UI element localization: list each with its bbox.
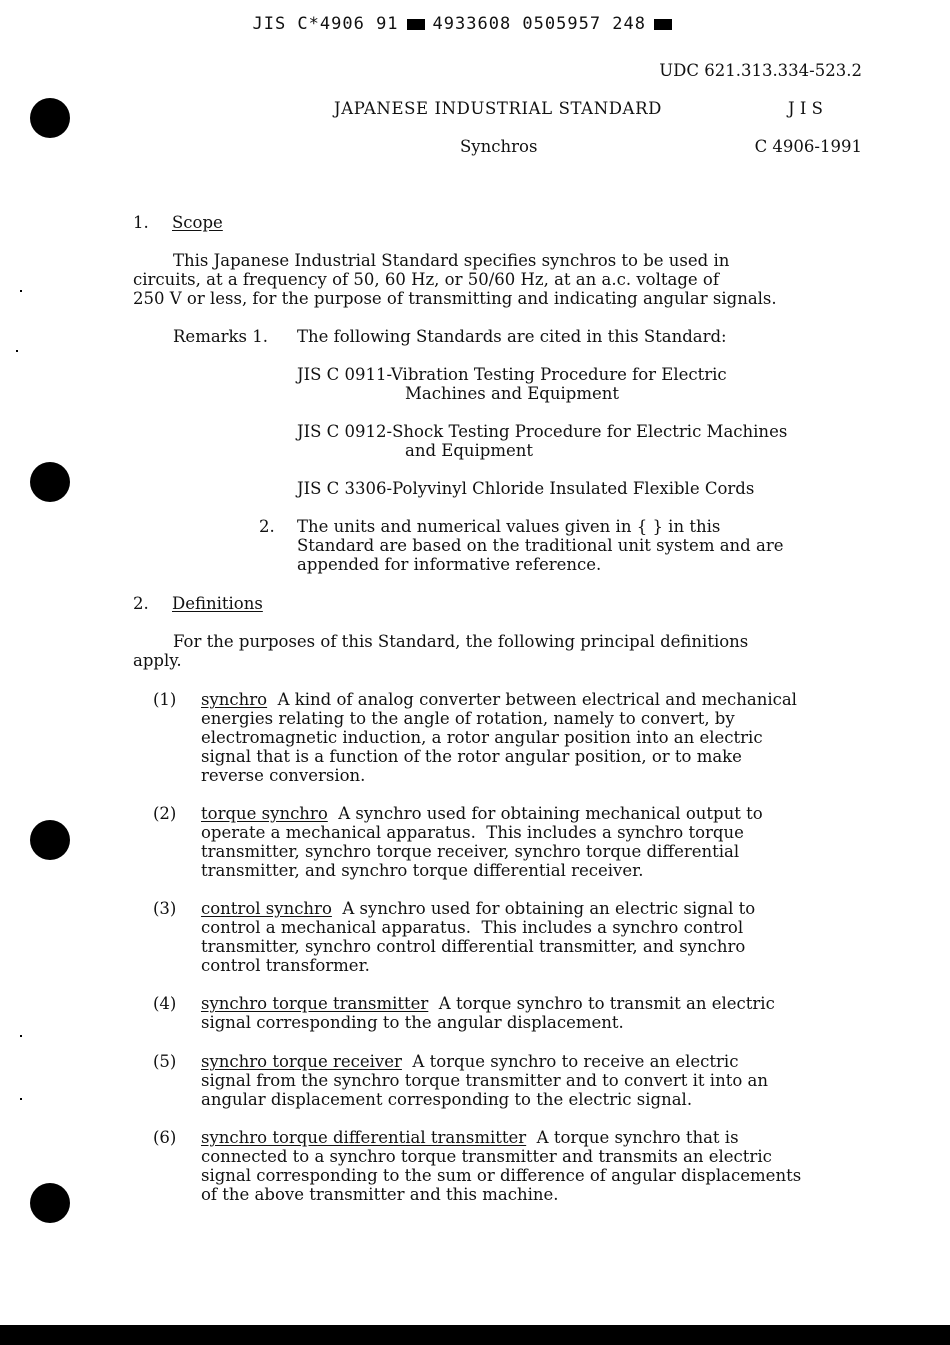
subject-title: Synchros	[460, 137, 538, 156]
remark-2-number: 2.	[259, 517, 275, 536]
definition-line: electromagnetic induction, a rotor angular position into an electric	[201, 728, 763, 747]
definition-number: (1)	[153, 690, 177, 709]
definition-term: synchro torque differential transmitter	[201, 1128, 527, 1147]
cited-standard-3	[297, 479, 754, 498]
code-block-mark	[407, 19, 425, 30]
definition-term: synchro torque transmitter	[201, 994, 429, 1013]
cited-standard-2	[297, 422, 787, 460]
standard-title: JAPANESE INDUSTRIAL STANDARD	[334, 99, 662, 118]
definition-line: control a mechanical apparatus. This includes a synchro control	[201, 918, 744, 937]
definition-line: transmitter, synchro torque receiver, synchro torque differential	[201, 842, 740, 861]
definitions-intro-line-2: apply.	[133, 651, 182, 670]
definition-line: transmitter, synchro control differential transmitter, and synchro	[201, 937, 746, 956]
section-1-number: 1.	[133, 213, 149, 232]
punch-hole-2	[30, 462, 70, 502]
section-2-number: 2.	[133, 594, 149, 613]
definition-line: transmitter, and synchro torque differential receiver.	[201, 861, 644, 880]
scope-line-3: 250 V or less, for the purpose of transmitting and indicating angular signals.	[133, 289, 777, 308]
punch-hole-4	[30, 1183, 70, 1223]
definition-line: operate a mechanical apparatus. This includes a synchro torque	[201, 823, 744, 842]
document-code-line	[230, 0, 680, 34]
remarks-label: Remarks 1.	[173, 327, 269, 346]
speck-1	[20, 290, 22, 292]
remark-1-text: The following Standards are cited in this Standard:	[297, 327, 727, 346]
section-1-title: Scope	[172, 213, 223, 232]
scope-paragraph	[133, 251, 777, 308]
definitions-intro-line-1: For the purposes of this Standard, the following principal definitions	[173, 632, 749, 651]
definition-text: A torque synchro to transmit an electric	[438, 994, 775, 1013]
remark-2-line-3: appended for informative reference.	[297, 555, 602, 574]
definition-text: A synchro used for obtaining an electric signal to	[342, 899, 756, 918]
definitions-intro	[133, 632, 748, 670]
definition-line: angular displacement corresponding to the electric signal.	[201, 1090, 693, 1109]
definition-number: (2)	[153, 804, 177, 823]
definition-number: (6)	[153, 1128, 177, 1147]
definition-number: (4)	[153, 994, 177, 1013]
jis-mark: J I S	[788, 99, 823, 118]
cited-standard-1-line-2: Machines and Equipment	[405, 384, 619, 403]
definition-text: A synchro used for obtaining mechanical output to	[338, 804, 763, 823]
standard-number: C 4906-1991	[754, 137, 862, 156]
definition-line: signal from the synchro torque transmitter and to convert it into an	[201, 1071, 768, 1090]
code-block-mark-end	[654, 19, 672, 30]
remark-2-text	[297, 517, 783, 574]
scope-line-1: This Japanese Industrial Standard specifies synchros to be used in	[173, 251, 730, 270]
document-code-b: 4933608 0505957 248	[432, 14, 647, 34]
definition-line: reverse conversion.	[201, 766, 366, 785]
bottom-scan-edge	[0, 1325, 950, 1345]
remark-2-line-2: Standard are based on the traditional unit system and are	[297, 536, 784, 555]
document-code-a: JIS C*4906 91	[252, 14, 399, 34]
definition-text: A kind of analog converter between electrical and mechanical	[277, 690, 797, 709]
cited-standard-1-line-1: JIS C 0911-Vibration Testing Procedure for Electric	[297, 365, 727, 384]
definition-line: energies relating to the angle of rotation, namely to convert, by	[201, 709, 735, 728]
definition-line: signal that is a function of the rotor angular position, or to make	[201, 747, 742, 766]
section-2-title: Definitions	[172, 594, 263, 613]
cited-standard-2-line-2: and Equipment	[405, 441, 534, 460]
cited-standard-1	[297, 365, 727, 403]
definition-line: control transformer.	[201, 956, 370, 975]
speck-4	[20, 1098, 22, 1100]
definition-term: torque synchro	[201, 804, 328, 823]
definition-number: (3)	[153, 899, 177, 918]
definition-term: synchro	[201, 690, 268, 709]
definition-line: connected to a synchro torque transmitter and transmits an electric	[201, 1147, 772, 1166]
definition-text: A torque synchro that is	[536, 1128, 739, 1147]
definition-term: synchro torque receiver	[201, 1052, 402, 1071]
definition-number: (5)	[153, 1052, 177, 1071]
speck-2	[16, 350, 18, 352]
definition-line: of the above transmitter and this machine.	[201, 1185, 559, 1204]
cited-standard-3-line-1: JIS C 3306-Polyvinyl Chloride Insulated Flexible Cords	[297, 479, 755, 498]
punch-hole-1	[30, 98, 70, 138]
remark-2-line-1: The units and numerical values given in { } in this	[297, 517, 721, 536]
scope-line-2: circuits, at a frequency of 50, 60 Hz, or 50/60 Hz, at an a.c. voltage of	[133, 270, 719, 289]
definition-line: signal corresponding to the angular displacement.	[201, 1013, 624, 1032]
definition-text: A torque synchro to receive an electric	[412, 1052, 739, 1071]
definition-line: signal corresponding to the sum or difference of angular displacements	[201, 1166, 802, 1185]
speck-3	[20, 1035, 22, 1037]
punch-hole-3	[30, 820, 70, 860]
udc-number: UDC 621.313.334-523.2	[659, 61, 862, 80]
definition-term: control synchro	[201, 899, 332, 918]
cited-standard-2-line-1: JIS C 0912-Shock Testing Procedure for Electric Machines	[297, 422, 788, 441]
